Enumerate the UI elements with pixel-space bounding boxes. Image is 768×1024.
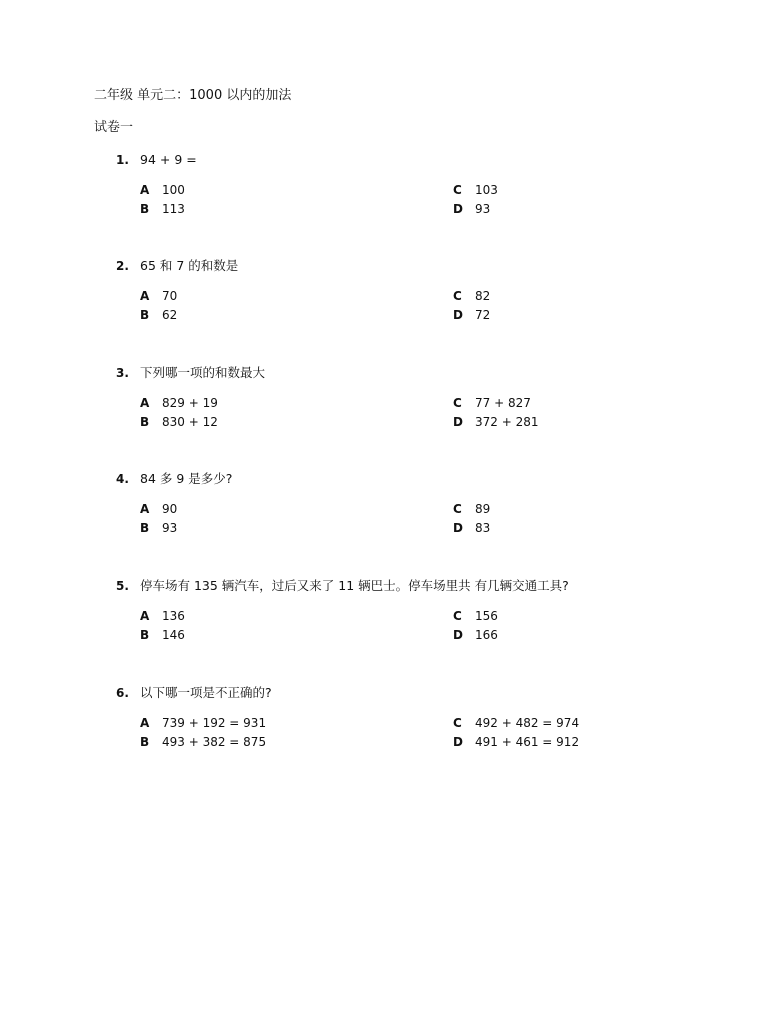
option-value: 83 (475, 521, 491, 535)
option-letter: A (140, 609, 150, 623)
option-letter: C (453, 502, 462, 516)
option-value: 90 (162, 502, 178, 516)
question-number: 4. (116, 472, 129, 486)
question-number: 6. (116, 686, 129, 700)
option-value: 93 (475, 202, 491, 216)
option-letter: D (453, 628, 463, 642)
option-letter: C (453, 289, 462, 303)
option-letter: C (453, 716, 462, 730)
option-value: 82 (475, 289, 491, 303)
option-letter: D (453, 202, 463, 216)
option-letter: A (140, 502, 150, 516)
option-value: 93 (162, 521, 178, 535)
question-1 (0, 151, 768, 241)
option-letter: A (140, 289, 150, 303)
paper-label: 试卷一 (94, 120, 134, 135)
question-text: 停车场有 135 辆汽车，过后又来了 11 辆巴士。停车场里共 有几辆交通工具? (140, 578, 569, 593)
question-text: 65 和 7 的和数是 (140, 258, 239, 273)
option-value: 739 + 192 = 931 (162, 716, 267, 730)
question-number: 2. (116, 259, 129, 273)
question-number: 5. (116, 579, 129, 593)
question-4 (0, 470, 768, 560)
question-text: 以下哪一项是不正确的? (140, 685, 272, 700)
option-letter: C (453, 609, 462, 623)
worksheet-title: 二年级 单元二：1000 以内的加法 (94, 88, 292, 103)
option-letter: A (140, 183, 150, 197)
option-letter: A (140, 396, 150, 410)
question-5 (0, 577, 768, 667)
option-value: 372 + 281 (475, 415, 539, 429)
option-value: 146 (162, 628, 185, 642)
option-value: 100 (162, 183, 185, 197)
question-number: 1. (116, 153, 129, 167)
option-value: 829 + 19 (162, 396, 218, 410)
question-text: 84 多 9 是多少? (140, 471, 233, 486)
option-value: 62 (162, 308, 178, 322)
question-2 (0, 257, 768, 347)
option-letter: B (140, 628, 150, 642)
option-value: 70 (162, 289, 178, 303)
option-value: 491 + 461 = 912 (475, 735, 580, 749)
option-letter: D (453, 308, 463, 322)
option-letter: B (140, 202, 150, 216)
option-letter: C (453, 183, 462, 197)
option-letter: B (140, 308, 150, 322)
option-letter: A (140, 716, 150, 730)
question-number: 3. (116, 366, 129, 380)
option-letter: B (140, 521, 150, 535)
option-value: 493 + 382 = 875 (162, 735, 267, 749)
option-letter: B (140, 735, 150, 749)
question-text: 94 + 9 = (140, 152, 197, 167)
option-value: 77 + 827 (475, 396, 531, 410)
option-letter: C (453, 396, 462, 410)
question-6 (0, 684, 768, 774)
option-value: 492 + 482 = 974 (475, 716, 580, 730)
option-letter: B (140, 415, 150, 429)
option-value: 166 (475, 628, 498, 642)
question-3 (0, 364, 768, 454)
option-value: 830 + 12 (162, 415, 218, 429)
option-letter: D (453, 521, 463, 535)
question-text: 下列哪一项的和数最大 (140, 365, 266, 380)
option-letter: D (453, 415, 463, 429)
option-value: 72 (475, 308, 491, 322)
option-letter: D (453, 735, 463, 749)
option-value: 136 (162, 609, 185, 623)
option-value: 103 (475, 183, 498, 197)
option-value: 156 (475, 609, 498, 623)
option-value: 113 (162, 202, 185, 216)
option-value: 89 (475, 502, 491, 516)
